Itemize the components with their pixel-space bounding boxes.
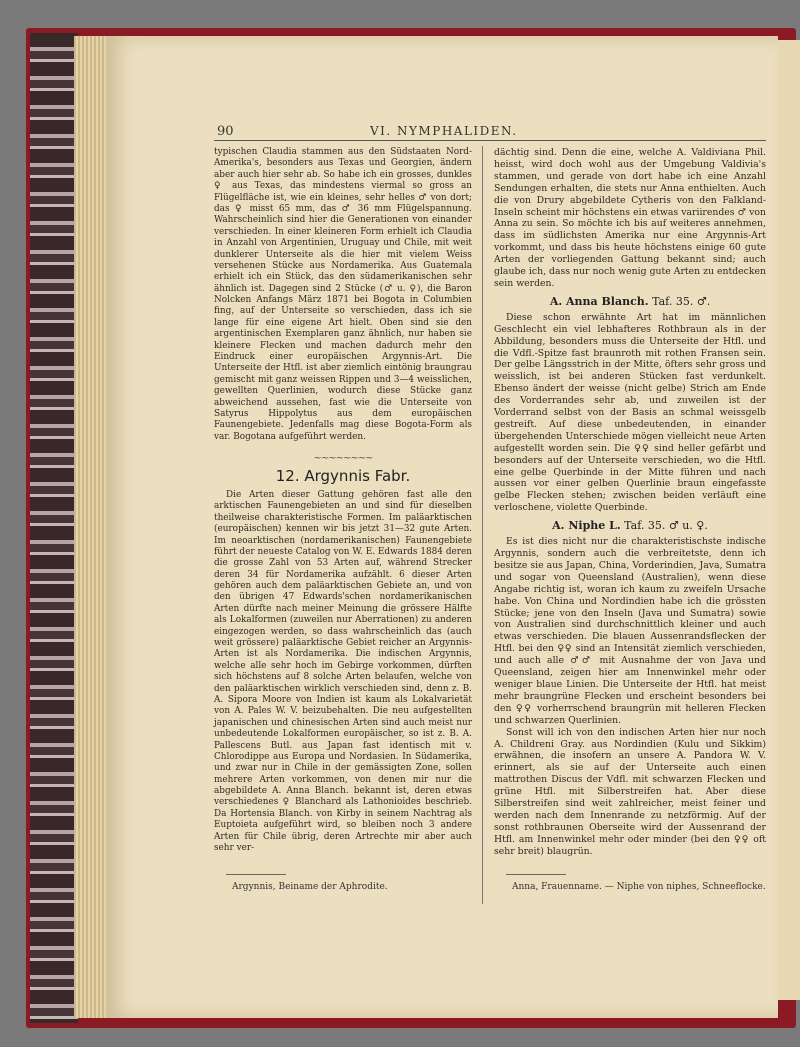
- species-name: A. Anna Blanch.: [549, 294, 649, 308]
- page-edges: [74, 36, 110, 1018]
- book-spine: [30, 33, 78, 1023]
- footnote-left: Argynnis, Beiname der Aphrodite.: [232, 882, 388, 892]
- paragraph: dächtig sind. Denn die eine, welche A. Valdiviana Phil. heisst, wird doch wohl aus der Umgebung Valdivia's stammen, und gerade von dort habe ich eine Anzahl Sendungen erhalten, die stets nur Anna enthielten. Auch die von Drury abgebildete Cytheris von den Falkland-Inseln scheint mir höchstens ein etwas variirendes ♂ von Anna zu sein. So möchte ich bis auf weiteres annehmen, dass im südlichsten Amerika nur eine Argynnis-Art vorkommt, und dass bis heute höchstens einige 60 gute Arten der vorliegenden Gattung bekannt sind; auch glaube ich, dass nur noch wenig gute Arten zu entdecken sein werden.: [494, 147, 766, 289]
- plate-reference: Taf. 35. ♂ u. ♀.: [624, 519, 708, 533]
- species-name: A. Niphe L.: [552, 519, 621, 533]
- plate-reference: Taf. 35. ♂.: [652, 294, 711, 308]
- ornament: ~~~~~~~~: [313, 453, 373, 465]
- footnote-rule: [506, 874, 566, 875]
- next-page-edge: [778, 40, 800, 1000]
- page-number: 90: [217, 124, 234, 139]
- right-column: [494, 147, 766, 858]
- paragraph: Die Arten dieser Gattung gehören fast alle den arktischen Faunengebieten an und sind für dieselben theilweise charakteristische Formen. Im paläarktischen (europäischen) kennen wir bis jetzt 31—32 gute Arten. Im neoarktischen (nordamerikanischen) Faunengebiete führt der neueste Catalog von W. E. Edwards 1884 deren die grosse Zahl von 53 Arten auf, während Strecker deren 34 für Nordamerika aufzählt. 6 dieser Arten gehören auch dem paläarktischen Gebiete an, und von den übrigen 47 Edwards'schen nordamerikanischen Arten dürfte nach meiner Meinung die grössere Hälfte als Lokalformen (zuweilen nur Aberrationen) zu anderen eingezogen werden, so dass wahrscheinlich das (auch weit grössere) paläarktische Gebiet reicher an Argynnis-Arten ist als Nordamerika. Die indischen Argynnis, welche alle sehr hoch im Gebirge vorkommen, dürften sich höchstens auf 8 solche Arten belaufen, welche von den paläarktischen wirklich verschieden sind, denn z. B. A. Sipora Moore von Indien ist kaum als Lokalvarietät von A. Pales W. V. beizubehalten. Die neu aufgestellten japanischen und chinesischen Arten sind auch meist nur unbedeutende Lokalformen europäischer, so ist z. B. A. Pallescens Butl. aus Japan fast identisch mit v. Chlorodippe aus Europa und Nordasien. In Südamerika, und zwar nur in Chile in der gemässigten Zone, sollen mehrere Arten vorkommen, von denen mir nur die abgebildete A. Anna Blanch. bekannt ist, deren etwas verschiedenes ♀ Blanchard als Lathonioides beschrieb. Da Hortensia Blanch. von Kirby in seinem Nachtrag als Euptoieta aufgeführt wird, so bleiben noch 3 andere Arten für Chile übrig, deren Artrechte mir aber auch sehr ver-: [214, 489, 472, 854]
- column-divider: [482, 146, 483, 904]
- species-heading-niphe: [494, 520, 766, 532]
- footnote-right: Anna, Frauenname. — Niphe von niphes, Schneeflocke.: [512, 882, 766, 892]
- species-heading-anna: [494, 296, 766, 308]
- footnote-rule: [226, 874, 286, 875]
- left-column: [214, 147, 472, 854]
- section-heading: 12. Argynnis Fabr.: [275, 466, 411, 485]
- running-head: VI. NYMPHALIDEN.: [370, 124, 518, 138]
- header-rule: [214, 140, 766, 141]
- paragraph: Sonst will ich von den indischen Arten hier nur noch A. Childreni Gray. aus Nordindien (Kulu und Sikkim) erwähnen, die insofern an unsere A. Pandora W. V. erinnert, als sie auf der Unterseite auch einen mattrothen Discus der Vdfl. mit schwarzen Flecken und grüne Htfl. mit Silberstreifen hat. Aber diese Silberstreifen sind weit zahlreicher, meist feiner und werden nach dem Innenrande zu netzförmig. Auf der sonst rothbraunen Oberseite wird der Aussenrand der Htfl. am Innenwinkel mehr oder minder (bei den ♀♀ oft sehr breit) blaugrün.: [494, 726, 766, 857]
- paragraph: Es ist dies nicht nur die charakteristischste indische Argynnis, sondern auch die verbreitetste, denn ich besitze sie aus Japan, China, Vorderindien, Java, Sumatra und sogar von Queensland (Australien), wenn diese Angabe richtig ist, woran ich kaum zu zweifeln Ursache habe. Von China und Nordindien habe ich die grössten Stücke; jene von den Inseln (Java und Sumatra) sowie von Australien sind durchschnittlich kleiner und auch etwas verschieden. Die blauen Aussenrandsflecken der Htfl. bei den ♀♀ sind an Intensität ziemlich verschieden, und auch alle ♂♂ mit Ausnahme der von Java und Queensland, zeigen hier am Innenwinkel mehr oder weniger blaue Linien. Die Unterseite der Htfl. hat meist mehr braungrüne Flecken und erscheint besonders bei den ♀♀ vorherrschend braungrün mit helleren Flecken und schwarzen Querlinien.: [494, 536, 766, 726]
- paragraph: typischen Claudia stammen aus den Südstaaten Nord-Amerika's, besonders aus Texas und Georgien, ändern aber auch hier sehr ab. So habe ich ein grosses, dunkles ♀ aus Texas, das mindestens viermal so gross an Flügelfläche ist, wie ein kleines, sehr helles ♂ von dort; das ♀ misst 65 mm, das ♂ 36 mm Flügelspannung. Wahrscheinlich sind hier die Generationen von einander verschieden. In einer kleineren Form erhielt ich Claudia in Anzahl von Argentinien, Uruguay und Chile, mit weit dunklerer Unterseite als die hier mit vielem Weiss versehenen Stücke aus Nordamerika. Aus Guatemala erhielt ich ein Stück, das den südamerikanischen sehr ähnlich ist. Dagegen sind 2 Stücke (♂ u. ♀), die Baron Nolcken Anfangs März 1871 bei Bogota in Columbien fing, auf der Unterseite so verschieden, dass ich sie lange für eine eigene Art hielt. Oben sind sie den argentinischen Exemplaren ganz ähnlich, nur haben sie kleinere Flecken und machen dadurch mehr den Eindruck einer europäischen Argynnis-Art. Die Unterseite der Htfl. ist aber ziemlich eintönig braungrau gemischt mit ganz weissen Rippen und 3—4 weisslichen, gewellten Querlinien, wodurch diese Stücke ganz abweichend aussehen, fast wie die Unterseite von Satyrus Hippolytus aus dem europäischen Faunengebiete. Jedenfalls mag diese Bogota-Form als var. Bogotana aufgeführt werden.: [214, 147, 472, 442]
- paragraph: Diese schon erwähnte Art hat im männlichen Geschlecht ein viel lebhafteres Rothbraun als in der Abbildung, besonders muss die Unterseite der Htfl. und die Vdfl.-Spitze fast braunroth mit rothen Fransen sein. Der gelbe Längsstrich in der Mitte, öfters sehr gross und weisslich, ist bei anderen Stücken fast verdunkelt. Ebenso ändert der weisse (nicht gelbe) Strich am Ende des Vorderrandes sehr ab, und zuweilen ist der Vorderrand selbst von der Basis an schmal weissgelb gestreift. Auf diese unbedeutenden, in einander übergehenden Unterschiede mögen vielleicht neue Arten aufgestellt worden sein. Die ♀♀ sind heller gefärbt und besonders auf der Unterseite verschieden, wo die Htfl. eine gelbe Querbinde in der Mitte führen und nach aussen vor einer gelben Querlinie braun eingefasste gelbe Flecken stehen; zwischen beiden verläuft eine verloschene, violette Querbinde.: [494, 311, 766, 514]
